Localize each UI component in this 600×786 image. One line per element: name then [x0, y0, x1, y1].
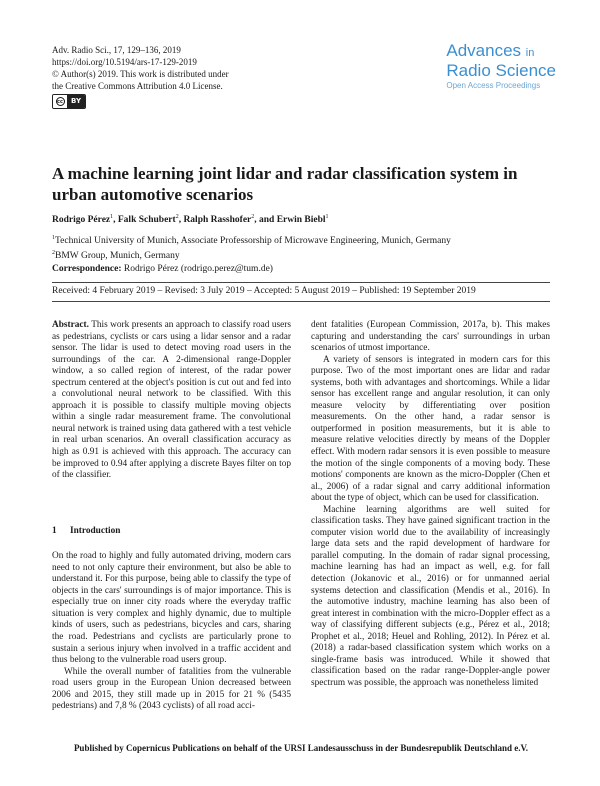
author-list: Rodrigo Pérez$^1$, Falk Schubert$^2$, Ralph Rasshofer$^2$, and Erwin Biebl$^1$: [52, 214, 329, 226]
cc-icon: cc: [53, 95, 67, 108]
cc-by-badge[interactable]: [52, 94, 86, 109]
intro-paragraph: While the overall number of fatalities from the vulnerable road users group in the European Union decreased between 2006 and 2015, they still made up in 2015 for 21 % (5435 pedestrians) and 7,8 % (2043 cyclists) of all road acci-: [52, 666, 291, 712]
journal-tagline: Open Access Proceedings: [446, 81, 541, 90]
journal-name-line2: Radio Science: [446, 61, 556, 80]
paper-title: A machine learning joint lidar and radar classification system in urban automotive scenarios: [52, 164, 518, 204]
affiliations: [52, 232, 451, 262]
abstract: [52, 320, 291, 482]
correspondence-label: Correspondence:: [52, 264, 122, 274]
doi-link[interactable]: https://doi.org/10.5194/ars-17-129-2019: [52, 57, 197, 67]
journal-logo[interactable]: [446, 42, 556, 91]
affiliation-item: $^1$Technical University of Munich, Associate Professorship of Microwave Engineering, Munich, Germany: [52, 235, 451, 247]
body-paragraph: dent fatalities (European Commission, 2017a, b). This makes capturing and understanding the cars' surroundings in urban scenarios of utmost importance.: [311, 320, 550, 354]
article-metadata: [52, 44, 229, 109]
divider-bottom: [52, 301, 550, 302]
abstract-text: This work presents an approach to classify road users as pedestrians, cyclists or cars using a lidar sensor and a radar sensor. The lidar is used to detect moving road users in the surroundings of the car. A 2-dimensional range-Doppler window, a so called region of interest, of the radar power spectrum centered at the object's position is cut out and fed into a convolutional neural network to be classified. With this approach it is possible to classify multiple moving objects within a single radar measurement frame. The convolutional neural network is trained using data gathered with a test vehicle in real urban scenarios. An overall classification accuracy as high as 0.91 is achieved with this approach. The accuracy can be improved to 0.94 after applying a discrete Bayes filter on top of the classifier.: [52, 320, 291, 481]
left-column: [52, 320, 291, 713]
section-heading-introduction: [52, 526, 291, 538]
body-paragraph: Machine learning algorithms are well suited for classification tasks. They have gained significant traction in the computer vision world due to the availability of increasingly large data sets and the rapid development of hardware for parallel computing. In the domain of radar signal processing, machine learning has had an impact as well, e.g. for fall detection (Jokanovic et al., 2016) or for unmanned aerial systems detection and classification (Mendis et al., 2016). In the automotive industry, machine learning has also been of great interest in combination with the micro-Doppler effect as a way of classifying different subjects (e.g., Pérez et al., 2018; Prophet et al., 2018; Heuel and Rohling, 2012). In Pérez et al. (2018) a radar-based classification system which works on a single-frame basis was introduced. While it showed that classification based on the radar range-Doppler-angle power spectrum was possible, the approach was nonetheless limited: [311, 504, 550, 688]
license-line[interactable]: the Creative Commons Attribution 4.0 License.: [52, 81, 223, 91]
intro-paragraph: On the road to highly and fully automated driving, modern cars need to not only capture their environment, but also be able to understand it. For this purpose, being able to classify the type of objects in the cars' surroundings is of major importance. This is especially true on inner city roads where the everyday traffic situation is very complex and highly dynamic, due to multiple kinds of users, such as pedestrians, bicycles and cars, sharing the road. Pedestrians and cyclists are particularly prone to sustain a serious injury when involved in a traffic accident and thus belong to the vulnerable road users group.: [52, 551, 291, 666]
copyright-line: © Author(s) 2019. This work is distributed under: [52, 69, 229, 79]
cc-badge-label: BY: [67, 95, 85, 108]
section-title: Introduction: [70, 525, 121, 536]
publisher-footer: Published by Copernicus Publications on behalf of the URSI Landesausschuss in der Bundesrepublik Deutschland e.V.: [73, 743, 529, 753]
abstract-label: Abstract.: [52, 320, 89, 330]
divider-top: [52, 282, 550, 283]
publication-dates: Received: 4 February 2019 – Revised: 3 July 2019 – Accepted: 5 August 2019 – Published: 19 September 2019: [52, 286, 476, 296]
journal-name-in: in: [525, 47, 535, 59]
author-name[interactable]: Ralph Rasshofer: [183, 215, 252, 226]
correspondence: [52, 264, 273, 274]
right-column: [311, 320, 550, 690]
body-paragraph: A variety of sensors is integrated in modern cars for this purpose. Two of the most important ones are lidar and radar systems, both with advantages and shortcomings. While a lidar sensor has excellent range and angular resolution, it can only measure velocity by differentiating over position measurements. On the other hand, a radar sensor is outperformed in position measurements, but it is able to measure relative velocities directly by means of the Doppler effect. With modern radar sensors it is even possible to measure the motion of the single components of a moving body. These motions' components are known as the micro-Doppler (Chen et al., 2006) of a radar signal and carry additional information about the type of object, which can be used for classification.: [311, 354, 550, 504]
correspondence-email[interactable]: Rodrigo Pérez (rodrigo.perez@tum.de): [123, 264, 273, 274]
author-name[interactable]: Rodrigo Pérez: [52, 215, 111, 226]
author-name[interactable]: Falk Schubert: [117, 215, 176, 226]
citation: Adv. Radio Sci., 17, 129–136, 2019: [52, 45, 181, 55]
author-name[interactable]: Erwin Biebl: [276, 215, 326, 226]
affiliation-item: $^2$BMW Group, Munich, Germany: [52, 250, 180, 262]
journal-name-line1: Advances: [446, 41, 522, 60]
section-number: 1: [52, 525, 57, 536]
